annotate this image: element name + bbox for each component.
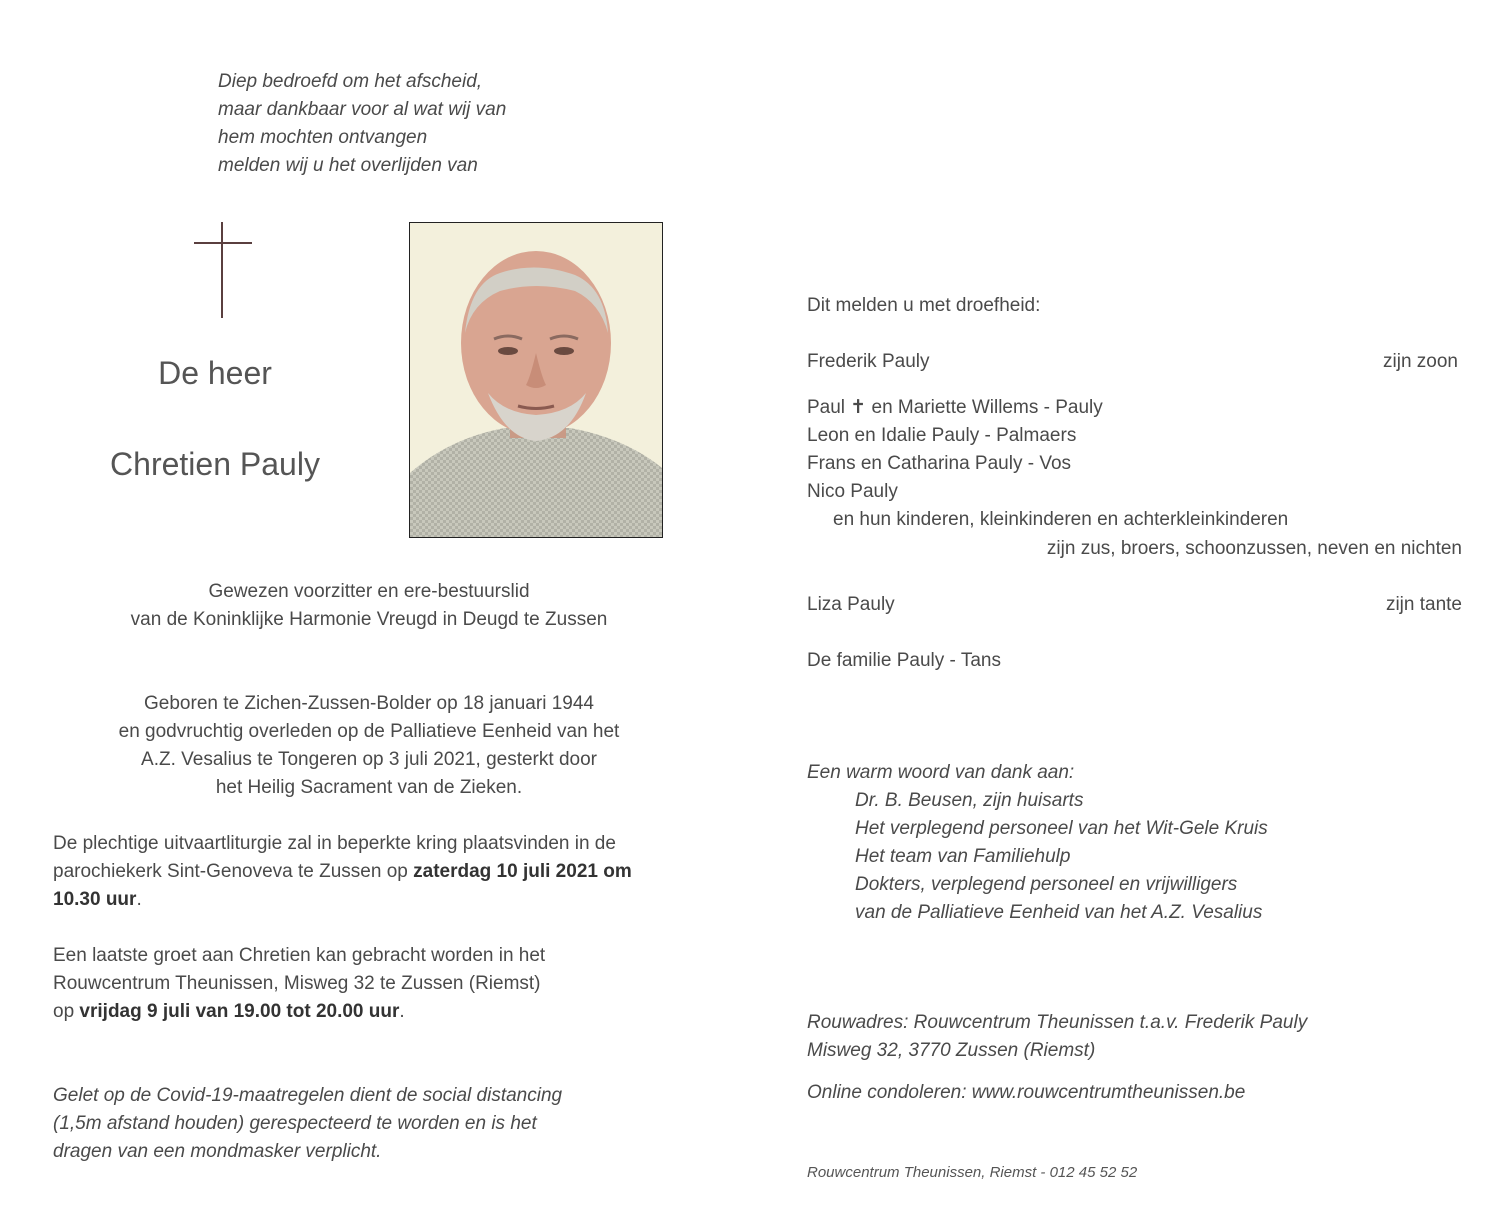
covid-line: (1,5m afstand houden) gerespecteerd te worden en is het bbox=[53, 1113, 537, 1134]
funeral-line: 10.30 uur. bbox=[53, 889, 142, 910]
siblings-relation: zijn zus, broers, schoonzussen, neven en nichten bbox=[1046, 538, 1462, 559]
sibling-line: Leon en Idalie Pauly - Palmaers bbox=[807, 425, 1077, 446]
deceased-title: De heer bbox=[158, 355, 272, 391]
thanks-item: Dr. B. Beusen, zijn huisarts bbox=[855, 790, 1084, 811]
thanks-heading: Een warm woord van dank aan: bbox=[807, 762, 1075, 783]
son-name: Frederik Pauly bbox=[807, 351, 930, 372]
portrait-photo bbox=[409, 222, 663, 538]
siblings-list bbox=[807, 394, 1288, 534]
born-line: het Heilig Sacrament van de Zieken. bbox=[215, 777, 523, 798]
role-line: Gewezen voorzitter en ere-bestuurslid bbox=[208, 581, 530, 602]
visit-line: op vrijdag 9 juli van 19.00 tot 20.00 uur. bbox=[53, 1001, 405, 1022]
role-text bbox=[60, 578, 678, 634]
footer-funeral-home: Rouwcentrum Theunissen, Riemst - 012 45 52 52 bbox=[807, 1164, 1138, 1181]
visit-line: Een laatste groet aan Chretien kan gebracht worden in het bbox=[53, 945, 546, 966]
funeral-line: De plechtige uitvaartliturgie zal in beperkte kring plaatsvinden in de bbox=[53, 833, 616, 854]
sibling-line: Paul ✝ en Mariette Willems - Pauly bbox=[807, 397, 1103, 418]
thanks-item: Dokters, verplegend personeel en vrijwilligers bbox=[855, 874, 1238, 895]
family-line: De familie Pauly - Tans bbox=[807, 650, 1001, 671]
funeral-time: 10.30 uur bbox=[53, 889, 137, 910]
address-line: Rouwadres: Rouwcentrum Theunissen t.a.v. Frederik Pauly bbox=[807, 1012, 1308, 1033]
visit-line: Rouwcentrum Theunissen, Misweg 32 te Zussen (Riemst) bbox=[53, 973, 541, 994]
born-line: A.Z. Vesalius te Tongeren op 3 juli 2021, gesterkt door bbox=[141, 749, 597, 770]
covid-notice bbox=[53, 1082, 693, 1166]
intro-line: Diep bedroefd om het afscheid, bbox=[218, 71, 483, 92]
intro-text bbox=[218, 68, 506, 180]
intro-line: hem mochten ontvangen bbox=[218, 127, 428, 148]
deceased-name: Chretien Pauly bbox=[110, 446, 320, 482]
funeral-text bbox=[53, 830, 693, 914]
online-condolence: Online condoleren: www.rouwcentrumtheunissen.be bbox=[807, 1082, 1246, 1103]
intro-line: maar dankbaar voor al wat wij van bbox=[218, 99, 507, 120]
aunt-relation: zijn tante bbox=[1385, 594, 1462, 615]
son-relation: zijn zoon bbox=[1383, 351, 1458, 372]
birth-death-text bbox=[60, 690, 678, 802]
address-line: Misweg 32, 3770 Zussen (Riemst) bbox=[807, 1040, 1096, 1061]
covid-line: Gelet op de Covid-19-maatregelen dient de social distancing bbox=[53, 1085, 563, 1106]
address-block bbox=[807, 1009, 1307, 1065]
funeral-line: parochiekerk Sint-Genoveva te Zussen op zaterdag 10 juli 2021 om bbox=[53, 861, 632, 882]
family-row-son bbox=[807, 348, 1462, 376]
born-line: Geboren te Zichen-Zussen-Bolder op 18 januari 1944 bbox=[144, 693, 594, 714]
intro-line: melden wij u het overlijden van bbox=[218, 155, 478, 176]
thanks-item: Het verplegend personeel van het Wit-Gele Kruis bbox=[855, 818, 1268, 839]
visit-date: vrijdag 9 juli van 19.00 tot 20.00 uur bbox=[79, 1001, 400, 1022]
covid-line: dragen van een mondmasker verplicht. bbox=[53, 1141, 382, 1162]
funeral-date: zaterdag 10 juli 2021 om bbox=[413, 861, 632, 882]
visitation-text bbox=[53, 942, 693, 1026]
family-row-aunt bbox=[807, 591, 1462, 619]
aunt-name: Liza Pauly bbox=[807, 594, 895, 615]
thanks-item: Het team van Familiehulp bbox=[855, 846, 1071, 867]
born-line: en godvruchtig overleden op de Palliatieve Eenheid van het bbox=[118, 721, 620, 742]
cross-icon bbox=[194, 222, 254, 318]
sibling-line: Nico Pauly bbox=[807, 481, 898, 502]
role-line: van de Koninklijke Harmonie Vreugd in Deugd te Zussen bbox=[130, 609, 608, 630]
thanks-block bbox=[807, 759, 1268, 927]
thanks-item: van de Palliatieve Eenheid van het A.Z. Vesalius bbox=[855, 902, 1263, 923]
sibling-line: Frans en Catharina Pauly - Vos bbox=[807, 453, 1072, 474]
family-heading: Dit melden u met droefheid: bbox=[807, 295, 1041, 316]
siblings-children: en hun kinderen, kleinkinderen en achterkleinkinderen bbox=[833, 509, 1289, 530]
